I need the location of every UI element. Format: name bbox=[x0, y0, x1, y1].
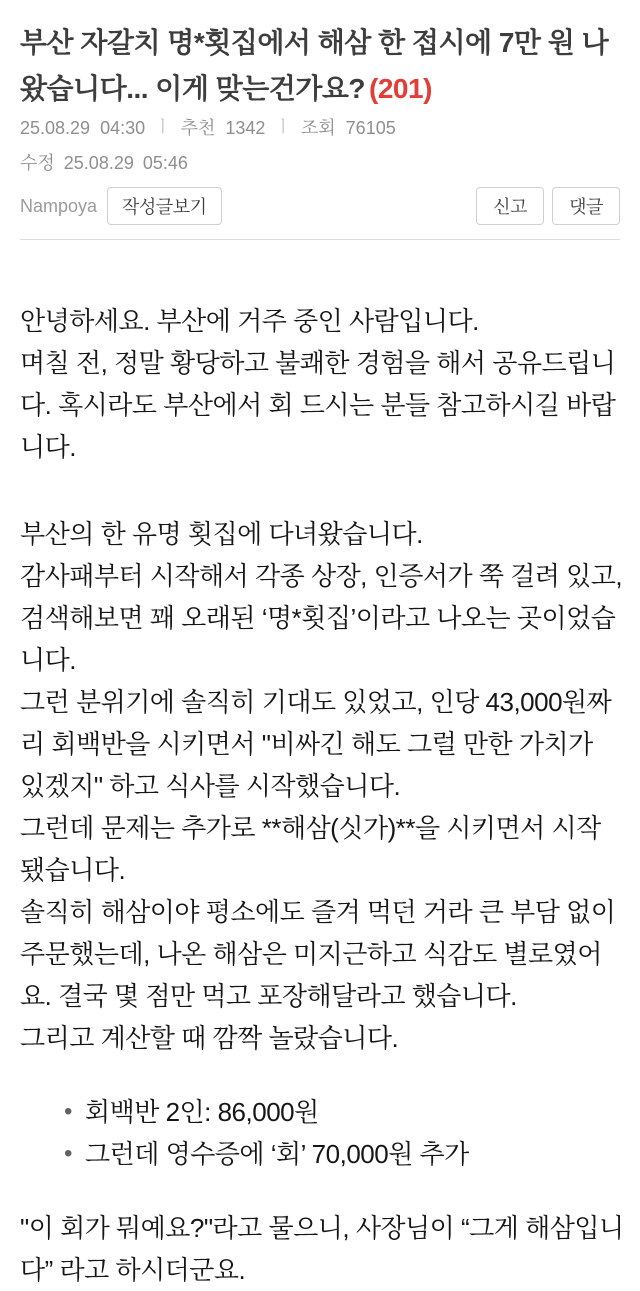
meta-divider: ㅣ bbox=[275, 119, 291, 136]
likes-count: 1342 bbox=[225, 118, 266, 138]
post-body bbox=[0, 240, 640, 1291]
paragraph: 그리고 계산할 때 깜짝 놀랐습니다. bbox=[20, 1023, 399, 1053]
paragraph: 솔직히 해삼이야 평소에도 즐겨 먹던 거라 큰 부담 없이 주문했는데, 나온 해삼은 미지근하고 식감도 별로였어요. 결국 몇 점만 먹고 포장해달라고 했습니다. bbox=[20, 897, 616, 1011]
list-item bbox=[20, 1133, 624, 1175]
post-title bbox=[20, 20, 620, 112]
author-row bbox=[20, 187, 620, 225]
list-item-text: 회백반 2인: 86,000원 bbox=[85, 1097, 319, 1127]
paragraph: 며칠 전, 정말 황당하고 불쾌한 경험을 해서 공유드립니다. 혹시라도 부산에서 회 드시는 분들 참고하시길 바랍니다. bbox=[20, 348, 616, 462]
bullet-icon: • bbox=[64, 1140, 72, 1167]
comments-button[interactable]: 댓글 bbox=[552, 187, 620, 225]
views-label: 조회 bbox=[300, 118, 336, 138]
post-header bbox=[0, 0, 640, 240]
list-item bbox=[20, 1091, 624, 1133]
edited-info bbox=[20, 151, 620, 175]
comment-count: (201) bbox=[369, 73, 432, 104]
list-item-text: 그런데 영수증에 ‘회’ 70,000원 추가 bbox=[85, 1139, 469, 1169]
bullet-icon: • bbox=[64, 1098, 72, 1125]
post-meta bbox=[20, 116, 620, 140]
header-action-buttons bbox=[476, 187, 620, 225]
paragraph: 감사패부터 시작해서 각종 상장, 인증서가 쭉 걸려 있고, 검색해보면 꽤 오래된 ‘명*횟집’이라고 나오는 곳이었습니다. bbox=[20, 561, 623, 675]
post-title-text: 부산 자갈치 명*횟집에서 해삼 한 접시에 7만 원 나왔습니다... 이게 맞는건가요? bbox=[20, 27, 609, 104]
author-name: Nampoya bbox=[20, 195, 98, 216]
post-date: 25.08.29 bbox=[20, 118, 91, 138]
meta-divider: ㅣ bbox=[155, 119, 171, 136]
paragraph-gap bbox=[20, 1059, 624, 1091]
paragraph-gap bbox=[20, 468, 624, 513]
report-button[interactable]: 신고 bbox=[476, 187, 544, 225]
closing-paragraph: "이 회가 뭐예요?"라고 물으니, 사장님이 “그게 해삼입니다” 라고 하시더군요. bbox=[20, 1213, 624, 1285]
paragraph: 부산의 한 유명 횟집에 다녀왔습니다. bbox=[20, 519, 423, 549]
paragraph: 그런데 문제는 추가로 **해삼(싯가)**을 시키면서 시작됐습니다. bbox=[20, 813, 601, 885]
paragraph: 안녕하세요. 부산에 거주 중인 사람입니다. bbox=[20, 306, 479, 336]
paragraph-gap bbox=[20, 1175, 624, 1207]
edited-label: 수정 bbox=[20, 153, 55, 173]
post-time: 04:30 bbox=[100, 118, 146, 138]
edited-time: 05:46 bbox=[142, 153, 188, 173]
likes-label: 추천 bbox=[180, 118, 216, 138]
price-list bbox=[20, 1091, 624, 1175]
view-author-posts-button[interactable]: 작성글보기 bbox=[107, 187, 221, 225]
paragraph: 그런 분위기에 솔직히 기대도 있었고, 인당 43,000원짜리 회백반을 시키면서 "비싸긴 해도 그럴 만한 가치가 있겠지" 하고 식사를 시작했습니다. bbox=[20, 687, 612, 801]
edited-date: 25.08.29 bbox=[63, 153, 134, 173]
views-count: 76105 bbox=[345, 118, 396, 138]
